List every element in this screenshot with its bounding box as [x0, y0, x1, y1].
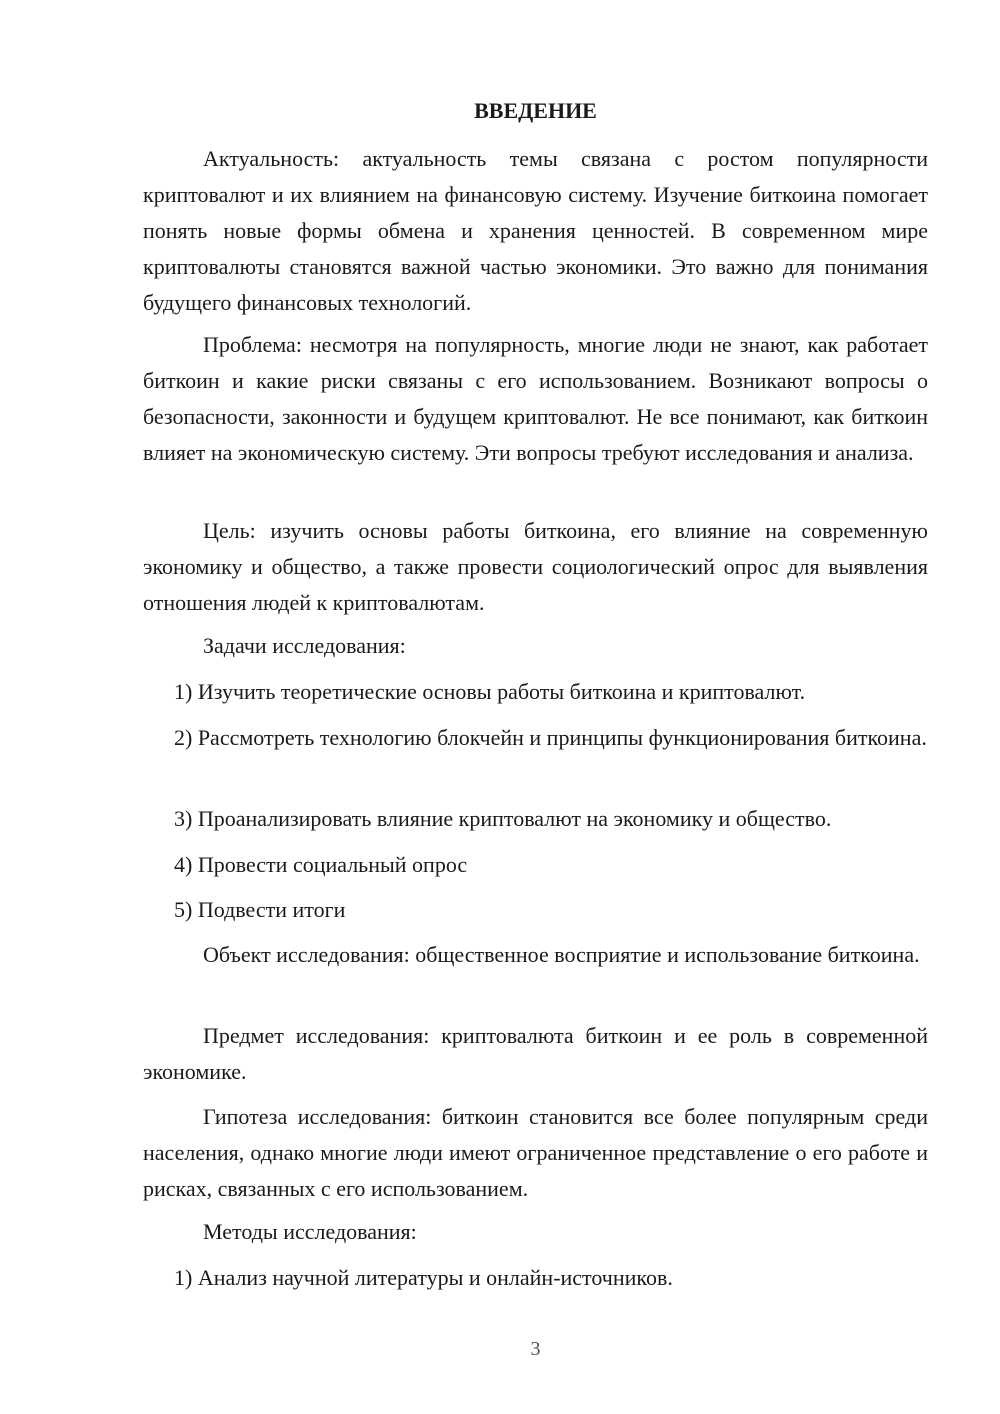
paragraph-object: Объект исследования: общественное восприятие и использование биткоина. [203, 942, 920, 967]
paragraph-goal: Цель: изучить основы работы биткоина, его влияние на современную экономику и общество, а также провести социологический опрос для выявления отношения людей к криптовалютам. [143, 518, 928, 615]
paragraph-subject: Предмет исследования: криптовалюта биткоин и ее роль в современной экономике. [143, 1023, 928, 1084]
list-item-task-5: 5) Подвести итоги [174, 897, 346, 922]
list-item-task-1: 1) Изучить теоретические основы работы биткоина и криптовалют. [174, 679, 806, 704]
document-page [143, 0, 928, 1414]
paragraph-methods-title: Методы исследования: [203, 1219, 417, 1244]
list-item-task-2: 2) Рассмотреть технологию блокчейн и принципы функционирования биткоина. [174, 725, 927, 750]
paragraph-relevance: Актуальность: актуальность темы связана с ростом популярности криптовалют и их влиянием на финансовую систему. Изучение биткоина помогает понять новые формы обмена и хранения ценностей. В современном мире криптовалюты становятся важной частью экономики. Это важно для понимания будущего финансовых технологий. [143, 146, 928, 315]
page-number: 3 [530, 1338, 541, 1360]
section-heading: ВВЕДЕНИЕ [474, 98, 597, 123]
list-item-task-3: 3) Проанализировать влияние криптовалют на экономику и общество. [174, 806, 832, 831]
list-item-task-4: 4) Провести социальный опрос [174, 852, 468, 877]
paragraph-hypothesis: Гипотеза исследования: биткоин становится все более популярным среди населения, однако многие люди имеют ограниченное представление о его работе и рисках, связанных с его использованием. [143, 1104, 928, 1201]
paragraph-problem: Проблема: несмотря на популярность, многие люди не знают, как работает биткоин и какие риски связаны с его использованием. Возникают вопросы о безопасности, законности и будущем криптовалют. Не все понимают, как биткоин влияет на экономическую систему. Эти вопросы требуют исследования и анализа. [143, 332, 928, 465]
list-item-method-1: 1) Анализ научной литературы и онлайн-источников. [174, 1265, 673, 1290]
paragraph-tasks-title: Задачи исследования: [203, 633, 406, 658]
